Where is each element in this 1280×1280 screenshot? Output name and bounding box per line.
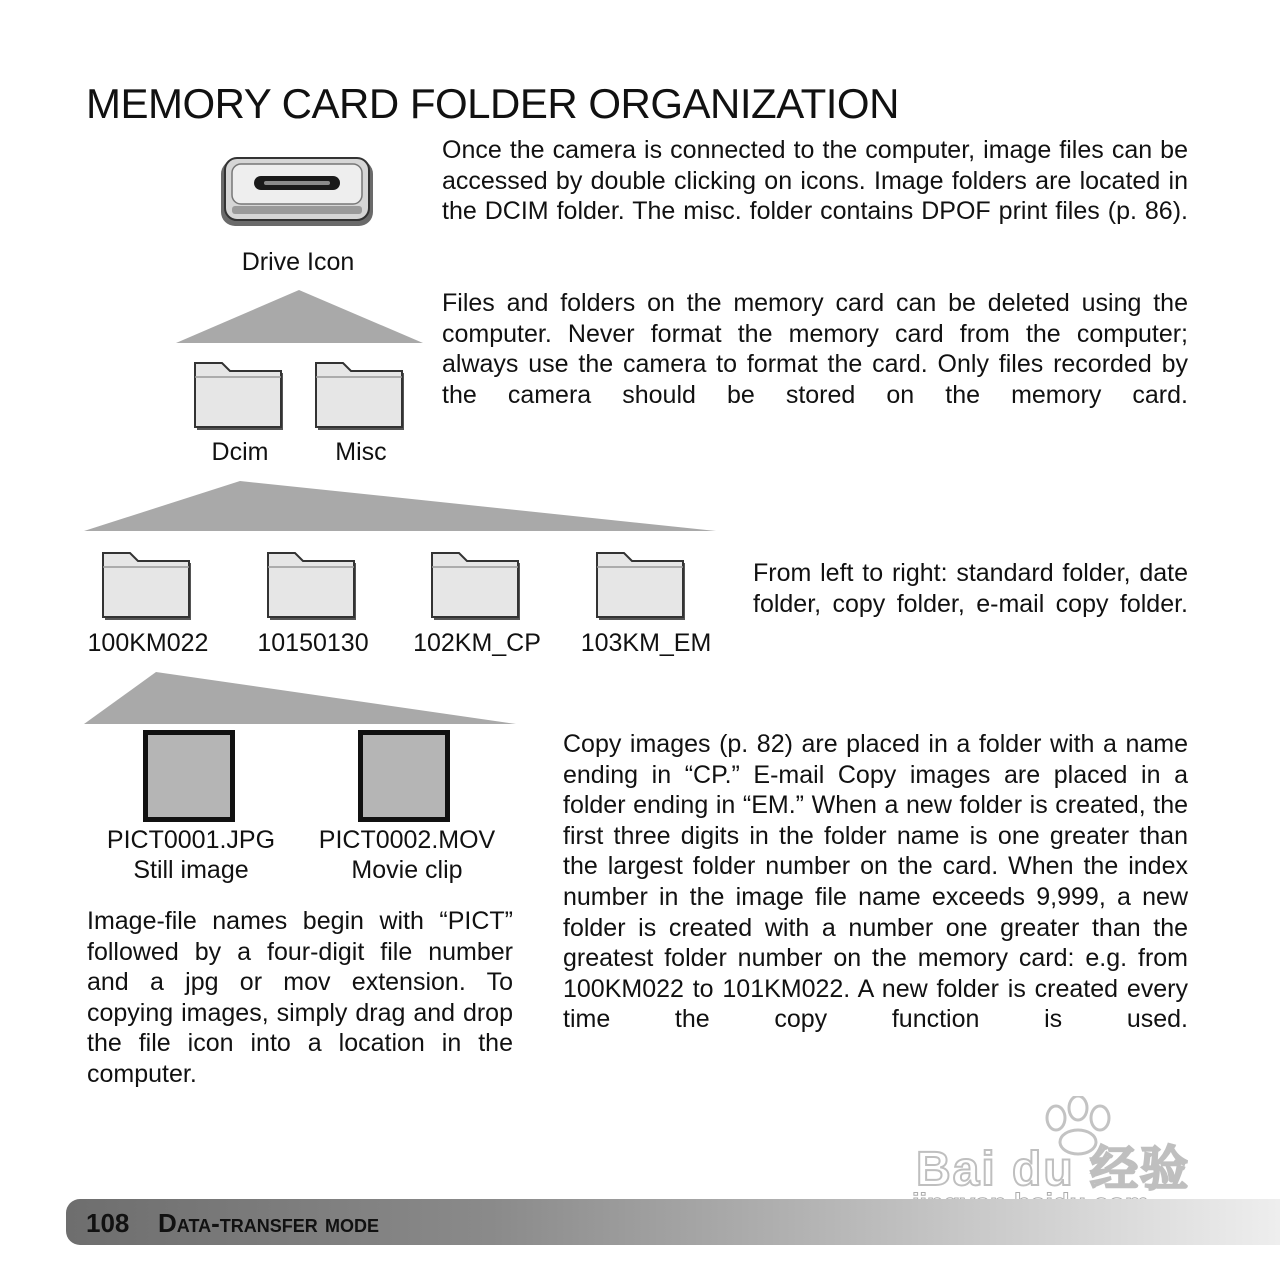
folder-icon[interactable] — [315, 355, 407, 433]
file-label-mov — [302, 826, 512, 885]
hierarchy-connector — [176, 290, 426, 346]
folder-icon[interactable] — [267, 545, 359, 623]
file-kind: Movie clip — [351, 856, 463, 884]
paragraph-intro: Once the camera is connected to the computer, image files can be accessed by double clicking on icons. Image folders are located in the DCIM folder. The misc. folder contains DPOF print files (p. 86). — [442, 136, 1188, 226]
page-number: 108 — [86, 1208, 130, 1238]
hierarchy-connector — [84, 672, 518, 726]
file-name: PICT0002.MOV — [318, 826, 496, 854]
image-file-icon[interactable] — [143, 730, 235, 822]
footer-bar — [66, 1199, 1280, 1245]
drive-icon[interactable] — [218, 152, 376, 232]
paragraph-filenames: Image-file names begin with “PICT” followed by a four-digit file number and a jpg or mov extension. To copying images, simply drag and drop the file icon into a location in the computer. — [87, 907, 513, 1088]
folder-label-misc: Misc — [335, 438, 387, 466]
folder-icon[interactable] — [431, 545, 523, 623]
section-title: Data-transfer mode — [158, 1208, 379, 1238]
paragraph-folders-caption: From left to right: standard folder, date folder, copy folder, e-mail copy folder. — [753, 559, 1188, 618]
folder-icon[interactable] — [102, 545, 194, 623]
folder-label-email-copy: 103KM_EM — [580, 629, 712, 657]
paragraph-copy-images: Copy images (p. 82) are placed in a folder with a name ending in “CP.” E-mail Copy images are placed in a folder ending in “EM.” When a new folder is created, the first three digits in the folder name is one greater than the largest folder number on the card. When the index number in the image file name exceeds 9,999, a new folder is created with a number one greater than the greatest folder number on the memory card: e.g. from 100KM022 to 101KM022. A new folder is created every time the copy function is used. — [563, 730, 1188, 1034]
folder-icon[interactable] — [596, 545, 688, 623]
folder-label-dcim: Dcim — [211, 438, 269, 466]
file-kind: Still image — [133, 856, 249, 884]
page-title: MEMORY CARD FOLDER ORGANIZATION — [86, 80, 899, 127]
folder-label-copy: 102KM_CP — [413, 629, 541, 657]
movie-file-icon[interactable] — [358, 730, 450, 822]
watermark-brand: Bai du 经验 — [916, 1143, 1191, 1196]
folder-label-standard: 100KM022 — [87, 629, 209, 657]
file-name: PICT0001.JPG — [106, 826, 276, 854]
paragraph-delete: Files and folders on the memory card can be deleted using the computer. Never format the memory card from the computer; always use the camera to format the card. Only files recorded by the camera should be stored on the memory card. — [442, 289, 1188, 409]
drive-label: Drive Icon — [241, 248, 355, 276]
folder-label-date: 10150130 — [257, 629, 369, 657]
hierarchy-connector — [84, 481, 718, 533]
file-label-jpg — [88, 826, 294, 885]
folder-icon[interactable] — [194, 355, 286, 433]
